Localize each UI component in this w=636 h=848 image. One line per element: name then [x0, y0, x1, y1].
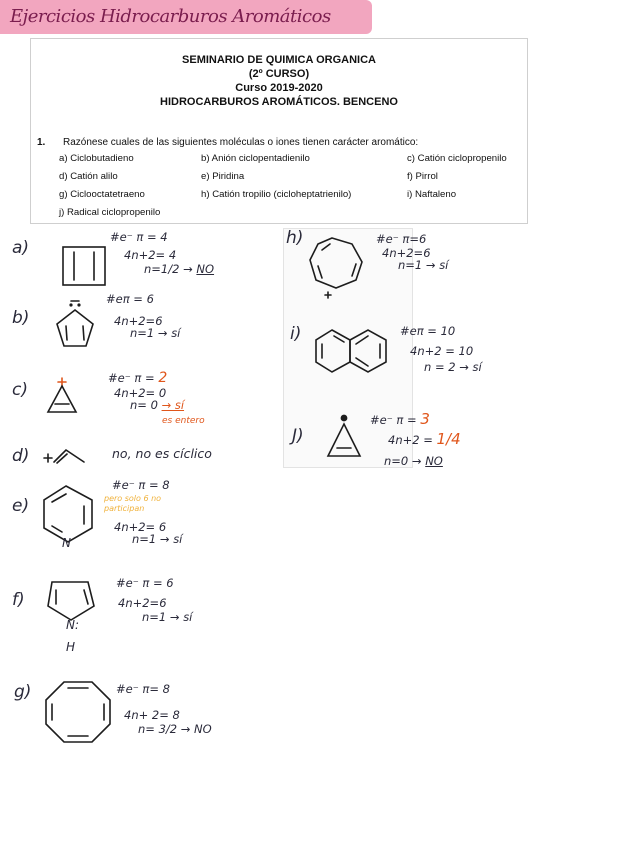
answer-a-result: NO — [196, 262, 215, 276]
answer-e-line-1: #e⁻ π = 8 — [112, 478, 170, 492]
answer-j-line-3 — [384, 454, 443, 468]
cyclopropenyl-radical-structure — [324, 412, 364, 462]
answer-h-line-2: 4n+2=6 — [382, 246, 431, 260]
answer-i-line-1: #eπ = 10 — [400, 324, 456, 338]
answer-g-line-3: n= 3/2 → NO — [138, 722, 212, 736]
header-line-4: HIDROCARBUROS AROMÁTICOS. BENCENO — [160, 96, 398, 108]
option-c: c) Catión ciclopropenilo — [407, 153, 507, 164]
answer-h-line-1: #e⁻ π=6 — [376, 232, 427, 246]
option-j: j) Radical ciclopropenilo — [59, 207, 161, 218]
answer-c-calc: n= 0 — [130, 398, 158, 412]
option-e: e) Piridina — [201, 171, 245, 182]
cyclopropenyl-cation-structure — [44, 376, 80, 416]
answer-a-line-3 — [144, 262, 214, 276]
answer-f-line-2: 4n+2=6 — [118, 596, 167, 610]
answer-g-line-1: #e⁻ π= 8 — [116, 682, 170, 696]
option-h: h) Catión tropilio (cicloheptatrienilo) — [201, 189, 352, 200]
answer-a-calc: n=1/2 → — [144, 262, 193, 276]
header-line-2: (2º CURSO) — [248, 68, 310, 80]
answer-e-note: pero solo 6 no participan — [104, 494, 162, 513]
answer-g-label: g) — [14, 682, 32, 702]
answer-b-label: b) — [12, 308, 30, 328]
answer-d-text: no, no es cíclico — [112, 446, 212, 461]
option-g: g) Ciclooctatetraeno — [59, 189, 145, 200]
answer-f-label: f) — [12, 590, 25, 610]
answer-j-label: J) — [292, 426, 304, 446]
answer-g-line-2: 4n+ 2= 8 — [124, 708, 180, 722]
answer-d-label: d) — [12, 446, 30, 466]
option-d: d) Catión alilo — [59, 171, 118, 182]
answer-j-line-2 — [388, 430, 461, 448]
option-f: f) Pirrol — [407, 171, 438, 182]
answer-b-line-1: #eπ = 6 — [106, 292, 154, 306]
answer-c-count: #e⁻ π = — [108, 371, 155, 385]
answer-i-line-2: 4n+2 = 10 — [410, 344, 474, 358]
cyclopentadienyl-anion-structure — [52, 296, 98, 352]
answer-j-calc: 4n+2 = — [388, 433, 433, 447]
pyrrole-structure — [44, 574, 98, 624]
answer-c-label: c) — [12, 380, 28, 400]
pyridine-nitrogen: N — [62, 536, 71, 550]
answer-c-result: → sí — [161, 398, 185, 412]
answer-f-line-3: n=1 → sí — [142, 610, 193, 624]
answer-b-line-3: n=1 → sí — [130, 326, 181, 340]
answer-i-line-3: n = 2 → sí — [424, 360, 482, 374]
notes-title: Ejercicios Hidrocarburos Aromáticos — [10, 6, 331, 27]
answer-f-line-1: #e⁻ π = 6 — [116, 576, 174, 590]
answer-h-line-3: n=1 → sí — [398, 258, 449, 272]
cyclobutadiene-structure — [60, 244, 110, 290]
header-line-1: SEMINARIO DE QUIMICA ORGANICA — [182, 54, 376, 66]
header-line-3: Curso 2019-2020 — [235, 82, 323, 94]
answer-j-line-1 — [370, 410, 430, 428]
answer-j-n: n=0 → — [384, 454, 422, 468]
answer-h-label: h) — [286, 228, 304, 248]
answer-c-note: es entero — [162, 416, 205, 426]
answer-b-line-2: 4n+2=6 — [114, 314, 163, 328]
allyl-cation-structure — [40, 446, 90, 468]
pyrrole-hydrogen: H — [66, 640, 76, 654]
answer-i-label: i) — [290, 324, 302, 344]
answer-j-count-value: 3 — [420, 410, 430, 428]
question-text: Razónese cuales de las siguientes moléculas o iones tienen carácter aromático: — [63, 137, 419, 148]
question-number: 1. — [37, 137, 46, 148]
answer-c-line-1 — [108, 370, 167, 386]
option-b: b) Anión ciclopentadienilo — [201, 153, 310, 164]
printed-handout — [30, 38, 528, 224]
answer-e-line-2: 4n+2= 6 — [114, 520, 167, 534]
answer-e-label: e) — [12, 496, 30, 516]
answer-a-line-2: 4n+2= 4 — [124, 248, 177, 262]
title-highlight — [0, 0, 372, 34]
option-a: a) Ciclobutadieno — [59, 153, 134, 164]
answer-j-result: NO — [425, 454, 443, 468]
answer-j-calc-value: 1/4 — [436, 430, 461, 448]
option-i: i) Naftaleno — [407, 189, 457, 200]
answer-c-line-3 — [130, 398, 184, 412]
answer-a-label: a) — [12, 238, 30, 258]
answer-c-count-value: 2 — [158, 370, 168, 386]
cyclooctatetraene-structure — [40, 678, 116, 748]
naphthalene-structure — [312, 326, 392, 378]
answer-j-count: #e⁻ π = — [370, 413, 417, 427]
answer-a-line-1: #e⁻ π = 4 — [110, 230, 168, 244]
pyrrole-nitrogen: N: — [66, 618, 80, 632]
answer-e-line-3: n=1 → sí — [132, 532, 183, 546]
answer-c-line-2: 4n+2= 0 — [114, 386, 167, 400]
tropylium-cation-structure — [306, 234, 366, 298]
